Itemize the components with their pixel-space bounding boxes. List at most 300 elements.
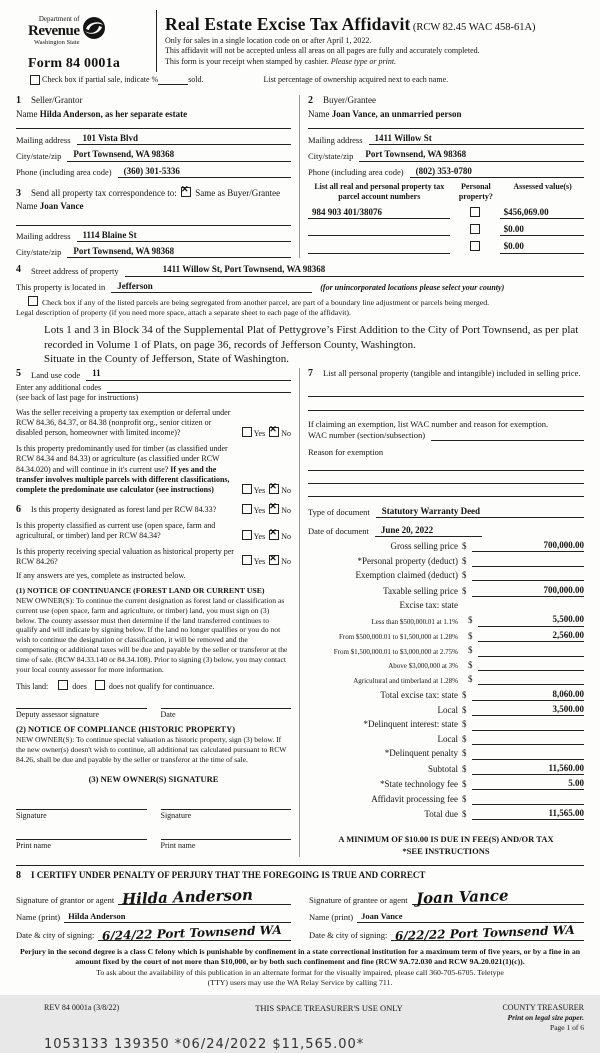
street-address-label: Street address of property [31,265,119,276]
seller-city-label: City/state/zip [16,150,62,161]
county-note: (for unincorporated locations please select your county) [320,282,505,292]
tax-value-field[interactable] [472,556,584,567]
section8-divider [16,865,584,866]
corr-mailing-field[interactable]: 1114 Blaine St [77,230,291,242]
dollar-sign: $ [462,555,467,566]
reason-field-1[interactable] [308,458,584,471]
parcel-row [308,241,584,253]
land-does-checkbox[interactable] [58,680,68,690]
question-historic [16,547,291,568]
owner-signature-line-2[interactable] [161,809,292,821]
tax-row-tech-fee [308,778,584,790]
corr-city-row [16,246,291,258]
dollar-sign: $ [462,793,467,804]
tax-row-subtotal [308,763,584,775]
question-historic-text: Is this property receiving special valuation as historical property per RCW 84.26? [16,546,234,566]
tax-rate-label: From $500,000.01 to $1,500,000 at 1.28% [339,633,458,642]
exemption-note: If claiming an exemption, list WAC number and reason for exemption. [308,418,549,429]
corr-city-field[interactable]: Port Townsend, WA 98368 [67,246,291,258]
dollar-sign: $ [468,615,473,626]
tax-value-field[interactable] [478,674,584,685]
tax-value-field[interactable] [472,794,584,805]
parcel-number-field[interactable] [308,243,450,254]
form-number: Form 84 0001a [28,55,121,71]
grantee-date-script: 6/22/22 Port Townsend WA [395,922,576,944]
seller-mailing-label: Mailing address [16,134,71,145]
divider [16,225,291,226]
personal-property-field-2[interactable] [308,397,584,411]
notice-compliance-title: (2) NOTICE OF COMPLIANCE (HISTORIC PROPERTY) [16,723,236,734]
right-main-column [300,368,584,857]
seller-city-row [16,149,291,161]
question-historic-answers [240,555,291,567]
tax-row-taxable [308,585,584,597]
parcel-row [308,207,584,219]
owner-printname-line-1[interactable] [16,839,147,851]
header-note-3-italic: Please type or print. [330,56,397,66]
tax-row-local [308,704,584,716]
grantee-name-label: Name (print) [309,912,354,923]
partial-sale-row [28,75,584,85]
doc-date-row [308,525,584,537]
seller-phone-label: Phone (including area code) [16,167,112,178]
no-label: No [281,505,291,515]
tax-value-field[interactable] [472,734,584,745]
parcel-checkbox-cell [450,241,499,253]
minimum-fee-line2: *SEE INSTRUCTIONS [402,845,490,856]
tax-value-field[interactable]: 2,560.00 [478,630,584,642]
parcel-row [308,224,584,236]
question-exemption [16,408,291,439]
question-timber-bold: If yes and the transfer involves multiple parcels with different classifications, complete the predominate use calculator (see instructions) [16,464,230,495]
land-does-not-checkbox[interactable] [95,680,105,690]
parcel-table-header [308,182,584,202]
tax-label: Taxable selling price [383,585,458,596]
question-current-use-answers [240,530,291,542]
seller-phone-field[interactable]: (360) 301-5336 [118,166,291,178]
doc-type-label: Type of document [308,507,370,518]
header-right [156,10,584,72]
parcel-checkbox-cell [450,207,499,219]
doc-type-row [308,506,584,518]
question-timber [16,444,291,496]
corr-city-label: City/state/zip [16,247,62,258]
yes-label: Yes [253,485,266,495]
page-title: Real Estate Excise Tax Affidavit [165,14,411,34]
grantee-signature-label: Signature of grantee or agent [309,894,408,905]
notice-continuance-title: (1) NOTICE OF CONTINUANCE (FOREST LAND OR CURRENT USE) [16,585,265,595]
deputy-date-line[interactable] [161,708,292,720]
historic-yes-checkbox[interactable] [242,555,252,565]
legal-description-text: Lots 1 and 3 in Block 34 of the Supplemental Plat of Pettygrove’s First Addition to the City of Port Townsend, as per plat recorded in Volume 1 of Plats, on page 36, records of Jefferson County, Washington. [44,324,579,351]
seller-name[interactable]: Hilda Anderson, as her separate estate [39,108,188,119]
perjury-tty-line2: (TTY) users may use the WA Relay Service by calling 711. [207,978,393,988]
timber-no-checkbox[interactable] [269,484,279,494]
grantor-signature-field[interactable] [118,885,291,909]
certify-text: I CERTIFY UNDER PENALTY OF PERJURY THAT THE FOREGOING IS TRUE AND CORRECT [31,870,426,881]
grantee-date-field[interactable] [391,922,584,944]
notice-continuance [16,586,291,675]
dollar-sign: $ [462,763,467,774]
partial-sale-percent-field[interactable] [158,75,188,85]
question-forest [16,503,291,516]
tax-value-field[interactable]: 11,565.00 [472,808,584,820]
signatures-block [16,885,584,944]
grantor-signature-row [16,885,291,909]
section3-number: 3 [16,187,21,199]
no-label: No [281,531,291,541]
assessed-value-field[interactable]: $0.00 [500,224,584,236]
current-use-yes-checkbox[interactable] [242,530,252,540]
tax-row-local-2 [308,734,584,745]
signature-label: Signature [160,811,192,820]
parcel-checkbox-cell [450,224,499,236]
section8-number: 8 [16,870,21,882]
section3-title: Send all property tax correspondence to: [31,187,177,198]
notice-compliance [16,724,291,765]
current-use-no-checkbox[interactable] [269,530,279,540]
dollar-sign: $ [462,779,467,790]
notice-continuance-body: NEW OWNER(S): To continue the current designation as forest land or classification as current use (open space, farm and agriculture, or timber) land, you must sign on (3) below. The county assessor must then determine if the land transferred continues to qualify and will indicate by signing below. If the land no longer qualifies or you do not wish to continue the designation or classification, it will be removed and the compensating or additional taxes will be due and payable by the seller or transferor at the time of sale. (RCW 84.33.140 or 84.34.108). Prior to signing (3) below, you may contact your local county assessor for more information. [16,595,288,674]
buyer-mailing-field[interactable]: 1411 Willow St [369,133,584,145]
perjury-note [16,947,584,989]
header-note-3 [165,57,584,67]
treasurer-stamp: 1053133 139350 *06/24/2022 $11,565.00* [44,1036,365,1052]
question-exemption-text: Was the seller receiving a property tax exemption or deferral under RCW 84.36, 84.37, or 84.38 (nonprofit org., senior citizen or disabled person, homeowner with limited income)? [16,407,231,438]
parcel-number-field[interactable]: 984 903 401/38076 [308,207,450,219]
tax-rate-row-1 [308,614,584,626]
grantor-name-label: Name (print) [16,912,61,923]
tax-value-field[interactable]: 3,500.00 [472,704,584,716]
if-yes-note: If any answers are yes, complete as instructed below. [16,571,186,581]
tax-rate-row-2 [308,630,584,642]
question-forest-label: Is this property designated as forest land per RCW 84.33? [31,504,217,514]
divider [16,128,291,129]
tax-value-field[interactable] [478,660,584,671]
tax-label: Total due [424,809,458,820]
timber-yes-checkbox[interactable] [242,484,252,494]
grantee-date-row [309,922,584,944]
dollar-sign: $ [468,645,473,656]
tax-rate-label: Less than $500,000.01 at 1.1% [371,617,458,626]
logo-state-line: Washington State [33,38,80,46]
signature-label: Signature [16,811,47,820]
buyer-phone-field[interactable]: (802) 353-0780 [410,166,584,178]
revenue-swirl-icon [82,16,106,40]
tax-label: Subtotal [427,763,458,774]
grantee-name-row [309,911,584,923]
deputy-signature-row [16,708,291,720]
seller-city-field[interactable]: Port Townsend, WA 98368 [67,149,291,161]
header-left [16,10,148,72]
grantee-signature-column [309,885,584,944]
exemption-yes-checkbox[interactable] [242,427,252,437]
section6-number: 6 [16,503,21,515]
doc-date-field[interactable]: June 20, 2022 [375,525,483,537]
tax-row-exemption [308,570,584,581]
partial-sale-label: Check box if partial sale, indicate % [42,75,159,85]
county-field[interactable]: Jefferson [111,281,312,293]
section5-number: 5 [16,368,21,380]
deputy-date-label: Date [160,709,176,719]
land-use-row [16,368,291,381]
seller-mailing-field[interactable]: 101 Vista Blvd [77,133,291,145]
tax-rate-label: Above $3,000,000 at 3% [388,662,458,671]
does-label: does [72,681,87,691]
minimum-fee-note [308,834,584,857]
buyer-city-field[interactable]: Port Townsend, WA 98368 [359,149,584,161]
dollar-sign: $ [468,659,473,670]
personal-property-checkbox[interactable] [470,224,480,234]
assessed-value-field[interactable]: $456,069.00 [500,207,584,219]
title-line [165,14,584,36]
doc-type-field[interactable]: Statutory Warranty Deed [376,506,584,518]
print-name-label: Print name [160,841,196,850]
section4-number: 4 [16,264,21,276]
partial-sale-checkbox[interactable] [30,75,40,85]
grantee-signature-script: Joan Vance [415,886,509,908]
no-label: No [281,485,291,495]
new-owner-signature-title: (3) NEW OWNER(S) SIGNATURE [88,774,219,785]
print-name-label: Print name [16,841,51,850]
section4 [16,264,584,366]
section1-title: Seller/Grantor [31,95,83,106]
doc-date-label: Date of document [308,526,369,537]
no-label: No [281,428,291,438]
page-indicator: Page 1 of 6 [550,1022,584,1032]
corr-mailing-label: Mailing address [16,231,71,242]
reason-label: Reason for exemption [308,446,384,457]
legal-description[interactable] [44,323,584,366]
personal-property-checkbox[interactable] [470,241,480,251]
yes-label: Yes [253,557,266,567]
legal-description-label: Legal description of property (if you need more space, attach a separate sheet to each page of the affidavit). [16,307,351,317]
seller-column [16,95,300,258]
tax-row-delinq-penalty [308,748,584,759]
tax-row-gross [308,540,584,552]
partial-sale-label-2: sold. [188,75,204,85]
owner-signature-line-1[interactable] [16,809,147,821]
treasurer-use-label: THIS SPACE TREASURER'S USE ONLY [255,1002,403,1013]
revenue-logo [28,16,148,47]
print-legal-note: Print on legal size paper. [507,1013,584,1023]
corr-name-label: Name [16,201,38,212]
reason-field-2[interactable] [308,471,584,484]
wac-label: WAC number (section/subsection) [308,430,426,441]
tax-value-field[interactable] [472,570,584,581]
tax-value-field[interactable]: 700,000.00 [472,585,584,597]
tax-label: Affidavit processing fee [371,793,458,804]
owner-printname-line-2[interactable] [161,839,292,851]
tax-label: *Delinquent interest: state [363,719,458,730]
header-note-1: Only for sales in a single location code on or after April 1, 2022. [165,35,372,45]
seller-phone-row [16,166,291,178]
forest-yes-checkbox[interactable] [242,504,252,514]
buyer-name-label: Name [308,108,330,119]
tax-value-field[interactable]: 5,500.00 [478,614,584,626]
dollar-sign: $ [462,719,467,730]
section2-header [308,95,584,108]
corr-name-line [16,201,291,212]
seller-name-line [16,109,291,120]
county-row [16,281,584,293]
segregated-checkbox[interactable] [28,296,38,306]
main-columns [16,368,584,857]
tax-row-total-state [308,689,584,701]
reason-field-3[interactable] [308,484,584,497]
street-address-line-ext [357,276,584,277]
divider [308,128,584,129]
does-not-label: does not qualify for continuance. [108,681,215,691]
tax-rate-row-3 [308,645,584,656]
legal-description-text2: Situate in the County of Jefferson, State of Washington. [44,352,289,365]
tax-value-field[interactable]: 11,560.00 [472,763,584,775]
buyer-city-label: City/state/zip [308,150,354,161]
grantee-name-field[interactable]: Joan Vance [357,911,584,923]
logo-dept-line: Department of [38,15,80,23]
same-as-buyer-checkbox[interactable] [181,187,191,197]
segregated-label: Check box if any of the listed parcels are being segregated from another parcel, are part of a boundary line adjustment or parcels being merged. [41,297,490,307]
tax-rate-label: Agricultural and timberland at 1.28% [353,676,458,685]
tax-label: Exemption claimed (deduct) [355,570,458,581]
buyer-phone-row [308,166,584,178]
additional-codes-note: (see back of last page for instructions) [16,392,139,402]
dollar-sign: $ [462,748,467,759]
grantor-date-row [16,922,291,944]
grantor-date-field[interactable] [98,922,291,944]
land-use-code-field[interactable]: 11 [86,368,291,380]
historic-no-checkbox[interactable] [269,555,279,565]
dollar-sign: $ [468,674,473,685]
buyer-mailing-row [308,133,584,145]
question-forest-text [16,503,240,516]
street-address-row [16,264,584,277]
tax-label: Local [437,733,458,744]
tax-row-personal [308,556,584,567]
header-note-3-text: This form is your receipt when stamped by cashier. [165,56,331,66]
buyer-name[interactable]: Joan Vance, an unmarried person [331,108,462,119]
section7-number: 7 [308,368,313,380]
tax-value-field[interactable]: 700,000.00 [472,540,584,552]
dollar-sign: $ [462,570,467,581]
buyer-mailing-label: Mailing address [308,134,363,145]
land-use-label: Land use code [31,370,81,381]
grantor-name-field[interactable]: Hilda Anderson [64,911,291,923]
parcel-col1-header: List all real and personal property tax parcel account numbers [314,181,445,201]
exemption-no-checkbox[interactable] [269,427,279,437]
question-exemption-answers [240,427,291,439]
wac-field[interactable] [431,440,584,441]
tax-row-delinq-interest [308,719,584,730]
forest-no-checkbox[interactable] [269,504,279,514]
seller-mailing-row [16,133,291,145]
deputy-assessor-signature-line[interactable] [16,708,147,720]
dollar-sign: $ [462,809,467,820]
minimum-fee-line1: A MINIMUM OF $10.00 IS DUE IN FEE(S) AND/OR TAX [338,834,554,845]
perjury-tty-line1: To ask about the availability of this publication in an alternate format for the visually impaired, please call 360-705-6705. Teletype [96,967,504,977]
footer-right [454,1003,584,1033]
owner-printname-row [16,839,291,851]
grantor-name-row [16,911,291,923]
buyer-name-line [308,109,584,120]
logo-revenue-line: Revenue [28,22,80,39]
section7-header [308,368,584,381]
grantor-date-script: 6/24/22 Port Townsend WA [102,922,283,944]
seller-name-label: Name [16,108,38,119]
tax-value-field[interactable] [472,749,584,760]
tax-rate-row-5 [308,674,584,685]
no-label: No [281,557,291,567]
question-current-use-text: Is this property classified as current use (open space, farm and agricultural, or timber) land per RCW 84.34? [16,520,216,541]
buyer-phone-label: Phone (including area code) [308,167,404,178]
excise-tax-header: Excise tax: state [399,599,458,610]
tax-rate-label: From $1,500,000.01 to $3,000,000 at 2.75% [333,647,458,656]
question-timber-normal: Is this property predominantly used for timber (as classified under RCW 84.34 and 84.33) or agriculture (as classified under RCW 84.34.020) and will continue in it's current use? [16,443,228,474]
corr-name[interactable]: Joan Vance [39,201,84,212]
tax-row-total-due [308,808,584,820]
title-rcw-ref: (RCW 82.45 WAC 458-61A) [412,22,536,33]
grantee-signature-field[interactable] [412,886,584,908]
section1-header [16,95,291,108]
notice-compliance-body: NEW OWNER(S): To continue special valuation as historic property, sign (3) below. If the new owner(s) doesn't wish to continue, all additional tax calculated pursuant to RCW 84.26, shall be due and payable by the seller or transferor at the time of sale. [16,734,287,764]
section3-header [16,187,291,201]
yes-label: Yes [253,505,266,515]
left-main-column [16,368,300,857]
tax-value-field[interactable] [478,646,584,657]
tax-label: *Delinquent penalty [384,748,458,759]
question-current-use [16,521,291,542]
tax-label: *Personal property (deduct) [357,555,458,566]
section2-title: Buyer/Grantee [323,95,376,106]
question-forest-answers [240,504,291,516]
additional-codes-label: Enter any additional codes [16,382,102,392]
segregated-row [16,296,584,308]
tax-label: Local [437,705,458,716]
logo-text [28,16,80,47]
street-address-field[interactable]: 1411 Willow St, Port Townsend, WA 98368 [125,264,358,276]
dollar-sign: $ [462,689,467,700]
tax-label: Gross selling price [390,541,458,552]
top-columns [16,95,584,258]
grantor-signature-script: Hilda Anderson [121,885,254,909]
tax-value-field[interactable] [472,720,584,731]
personal-property-field-1[interactable] [308,382,584,397]
deputy-assessor-label: Deputy assessor signature [16,709,100,719]
tax-label: *State technology fee [380,779,458,790]
grantor-signature-column [16,885,291,944]
question-timber-text [16,444,240,496]
assessed-value-field[interactable]: $0.00 [500,241,584,253]
parcel-col3-header: Assessed value(s) [513,181,572,191]
this-land-row [16,680,291,692]
tax-value-field[interactable]: 8,060.00 [472,689,584,701]
county-treasurer-label: COUNTY TREASURER [502,1002,584,1012]
section1-number: 1 [16,95,21,107]
personal-property-checkbox[interactable] [470,207,480,217]
grantor-signature-label: Signature of grantor or agent [16,894,115,905]
perjury-bold-text: Perjury in the second degree is a class C felony which is punishable by confinement in a state correctional institution for a maximum term of five years, or by a fine in an amount fixed by the court of not more than $10,000, or by both such confinement and fine (RCW 9A.72.030 and RCW 9A.20.021(1)(c)). [19,946,581,967]
county-label: This property is located in [16,282,106,293]
tax-value-field[interactable]: 5.00 [472,778,584,790]
footer-rev-number: REV 84 0001a (3/8/22) [44,1002,120,1012]
question-timber-answers [240,484,291,496]
dollar-sign: $ [462,585,467,596]
ownership-note: List percentage of ownership acquired next to each name. [263,75,449,85]
additional-codes-row [16,383,291,393]
corr-mailing-row [16,230,291,242]
footer [16,1003,584,1033]
parcel-number-field[interactable] [308,225,450,236]
